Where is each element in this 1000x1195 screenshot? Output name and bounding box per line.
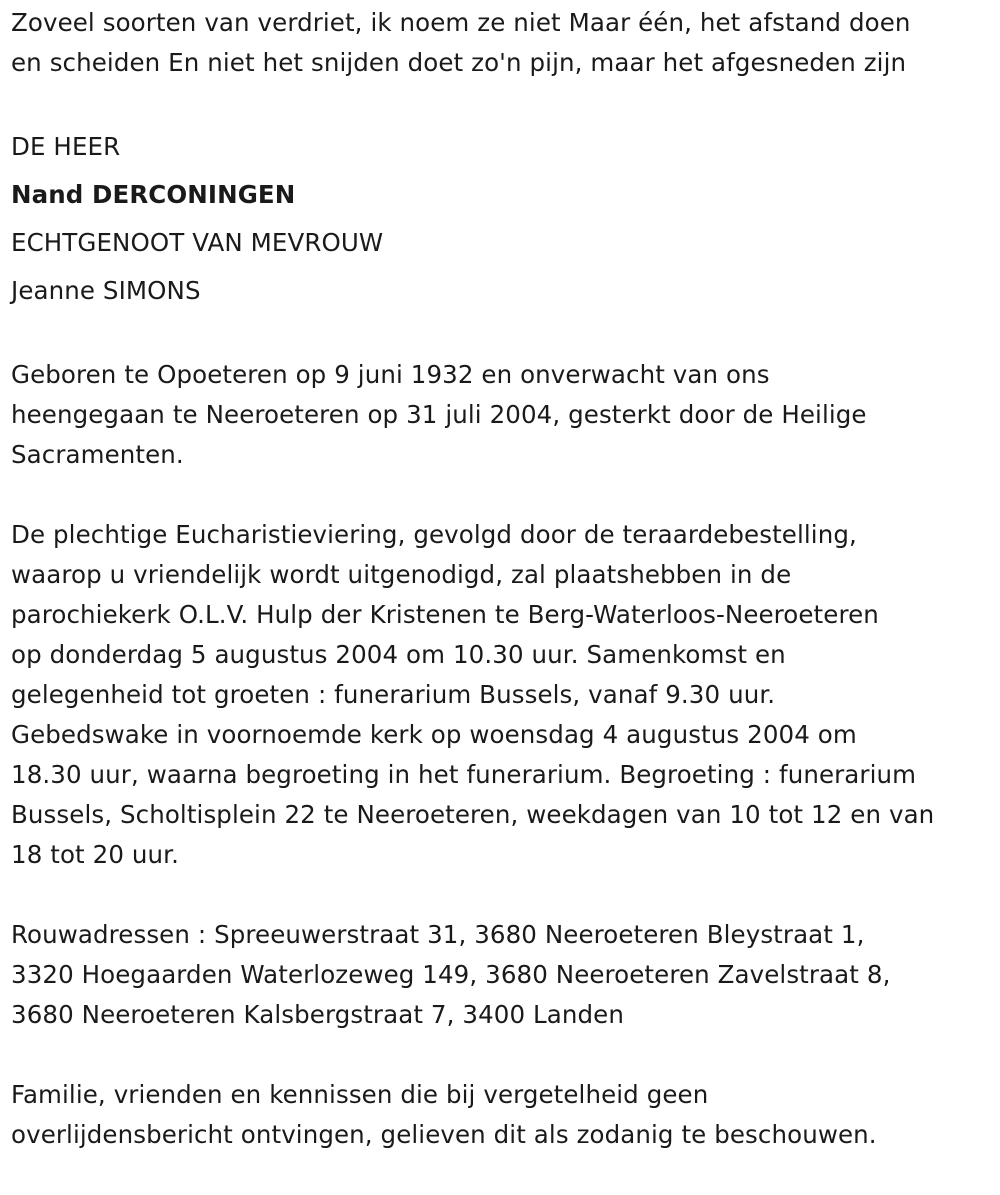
paragraph-line: heengegaan te Neeroeteren op 31 juli 2004, gesterkt door de Heilige <box>11 400 867 429</box>
paragraph-line: Rouwadressen : Spreeuwerstraat 31, 3680 Neeroeteren Bleystraat 1, <box>11 920 865 949</box>
paragraph-line: Sacramenten. <box>11 440 184 469</box>
ceremony-paragraph <box>11 515 996 875</box>
paragraph-line: Familie, vrienden en kennissen die bij vergetelheid geen <box>11 1080 709 1109</box>
poem-line: Zoveel soorten van verdriet, ik noem ze niet Maar één, het afstand doen <box>11 8 911 37</box>
paragraph-line: Gebedswake in voornoemde kerk op woensdag 4 augustus 2004 om <box>11 720 857 749</box>
paragraph-line: waarop u vriendelijk wordt uitgenodigd, zal plaatshebben in de <box>11 560 792 589</box>
obituary-notice <box>11 3 996 1195</box>
poem-line: en scheiden En niet het snijden doet zo'n pijn, maar het afgesneden zijn <box>11 48 907 77</box>
paragraph-line: parochiekerk O.L.V. Hulp der Kristenen te Berg-Waterloos-Neeroeteren <box>11 600 879 629</box>
addresses-paragraph <box>11 915 996 1035</box>
birth-death-paragraph <box>11 355 996 475</box>
poem-paragraph <box>11 3 996 83</box>
paragraph-line: op donderdag 5 augustus 2004 om 10.30 uur. Samenkomst en <box>11 640 786 669</box>
deceased-title: DE HEER <box>11 132 121 161</box>
paragraph-line: Geboren te Opoeteren op 9 juni 1932 en onverwacht van ons <box>11 360 770 389</box>
deceased-name: Nand DERCONINGEN <box>11 180 296 209</box>
deceased-block <box>11 123 996 315</box>
spouse-name: Jeanne SIMONS <box>11 276 201 305</box>
paragraph-line: gelegenheid tot groeten : funerarium Bussels, vanaf 9.30 uur. <box>11 680 776 709</box>
paragraph-line: overlijdensbericht ontvingen, gelieven dit als zodanig te beschouwen. <box>11 1120 877 1149</box>
paragraph-line: 3320 Hoegaarden Waterlozeweg 149, 3680 Neeroeteren Zavelstraat 8, <box>11 960 891 989</box>
paragraph-line: 18.30 uur, waarna begroeting in het funerarium. Begroeting : funerarium <box>11 760 917 789</box>
paragraph-line: 18 tot 20 uur. <box>11 840 179 869</box>
deceased-relation: ECHTGENOOT VAN MEVROUW <box>11 228 384 257</box>
closing-paragraph <box>11 1075 996 1155</box>
paragraph-line: De plechtige Eucharistieviering, gevolgd door de teraardebestelling, <box>11 520 857 549</box>
paragraph-line: Bussels, Scholtisplein 22 te Neeroeteren, weekdagen van 10 tot 12 en van <box>11 800 935 829</box>
paragraph-line: 3680 Neeroeteren Kalsbergstraat 7, 3400 Landen <box>11 1000 624 1029</box>
